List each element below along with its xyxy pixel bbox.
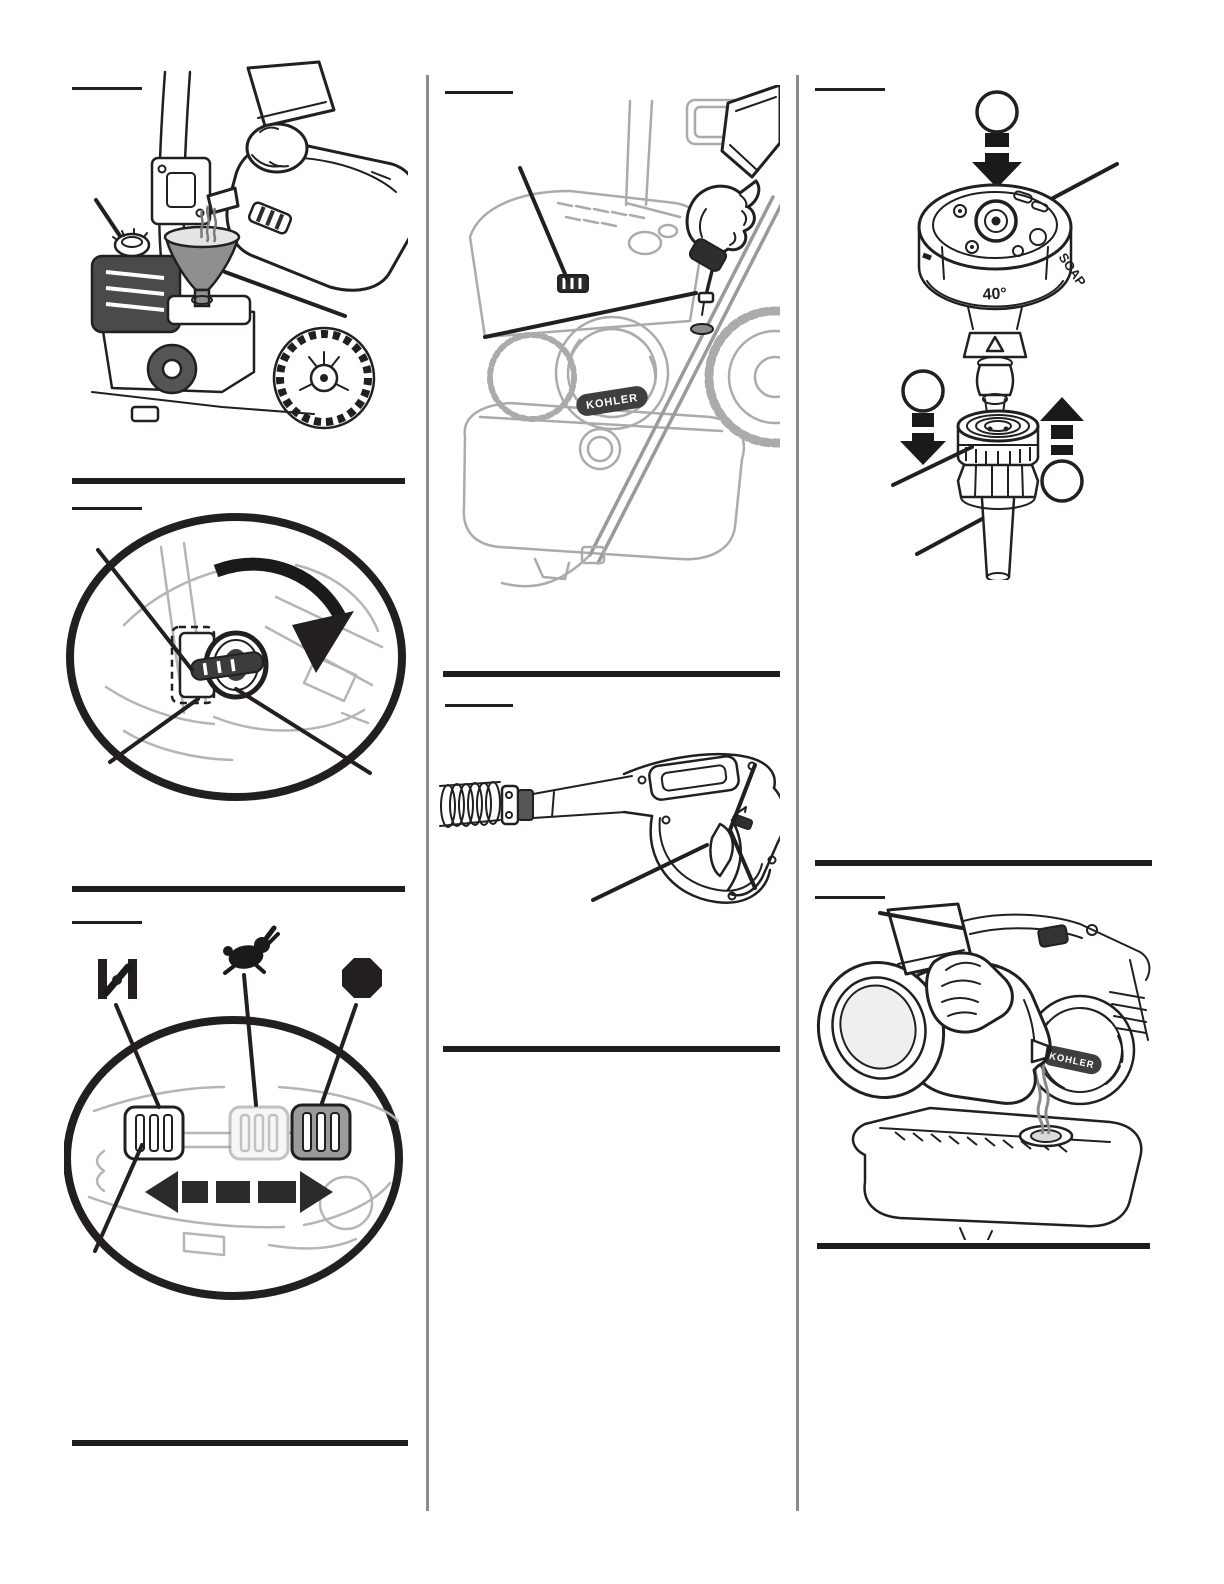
choke-knob-left [125, 1107, 183, 1159]
wand-callout-line [917, 519, 982, 554]
divider-middle-1 [443, 671, 780, 677]
pressure-washer-gray [464, 100, 780, 586]
divider-left-2 [72, 886, 405, 892]
callout-circle-1 [977, 92, 1017, 132]
spark-plug-callout-line [485, 293, 696, 337]
choke-lever-icon [98, 959, 137, 999]
spray-wand [982, 499, 1014, 580]
gun-body [533, 754, 780, 902]
figure-oil-fill [810, 900, 1155, 1240]
column-separator-left [426, 75, 429, 1511]
divider-right-2 [817, 1243, 1150, 1249]
high-pressure-hose [440, 782, 533, 827]
choke-knob-right [292, 1105, 350, 1159]
column-separator-right [796, 75, 799, 1511]
trigger-callout-line [593, 845, 707, 900]
figure-fuel-valve [64, 505, 410, 805]
quick-connect-plug [977, 365, 1013, 395]
choke-knob-middle [230, 1107, 288, 1159]
callout-circle-2 [903, 371, 943, 411]
press-down-arrow-1 [972, 133, 1022, 188]
figure-spark-plug-service [440, 85, 780, 600]
fuel-container [208, 142, 408, 290]
wheel [274, 328, 374, 428]
figure-label-rule-7 [815, 896, 885, 899]
coupler-collar-nut [958, 465, 1038, 497]
nozzle-dial [919, 185, 1089, 419]
figure-choke-positions [64, 915, 414, 1305]
engine-brand-text: KOHLER [1048, 1050, 1096, 1072]
pull-down-arrow-2 [900, 413, 946, 465]
divider-middle-2 [443, 1046, 780, 1052]
stop-octagon-icon [342, 958, 382, 998]
spark-plug [699, 271, 713, 315]
air-cleaner-cover [92, 256, 180, 332]
divider-left-1 [72, 478, 405, 484]
fuel-cap-callout-line [96, 200, 120, 236]
divider-right-1 [815, 860, 1152, 866]
callout-circle-3 [1042, 461, 1082, 501]
crankcase [853, 1108, 1141, 1226]
engine-brand-text: KOHLER [585, 391, 639, 413]
dial-front-label: 40° [982, 285, 1008, 304]
figure-nozzle-assembly [810, 85, 1155, 580]
quick-connect-coupler [958, 411, 1038, 509]
fast-rabbit-icon [224, 928, 279, 973]
dial-side-label: SOAP [1055, 250, 1089, 289]
figure-trigger-gun [436, 720, 780, 920]
figure-label-rule-5 [445, 704, 513, 707]
choke-lever [558, 275, 588, 292]
divider-left-3 [72, 1440, 408, 1446]
figure-fuel-fill [72, 60, 408, 435]
choke-lever-positions [125, 1105, 350, 1159]
choke-callout-line [520, 168, 568, 281]
spark-plug-hole [691, 324, 713, 334]
release-up-arrow-3 [1040, 397, 1084, 455]
